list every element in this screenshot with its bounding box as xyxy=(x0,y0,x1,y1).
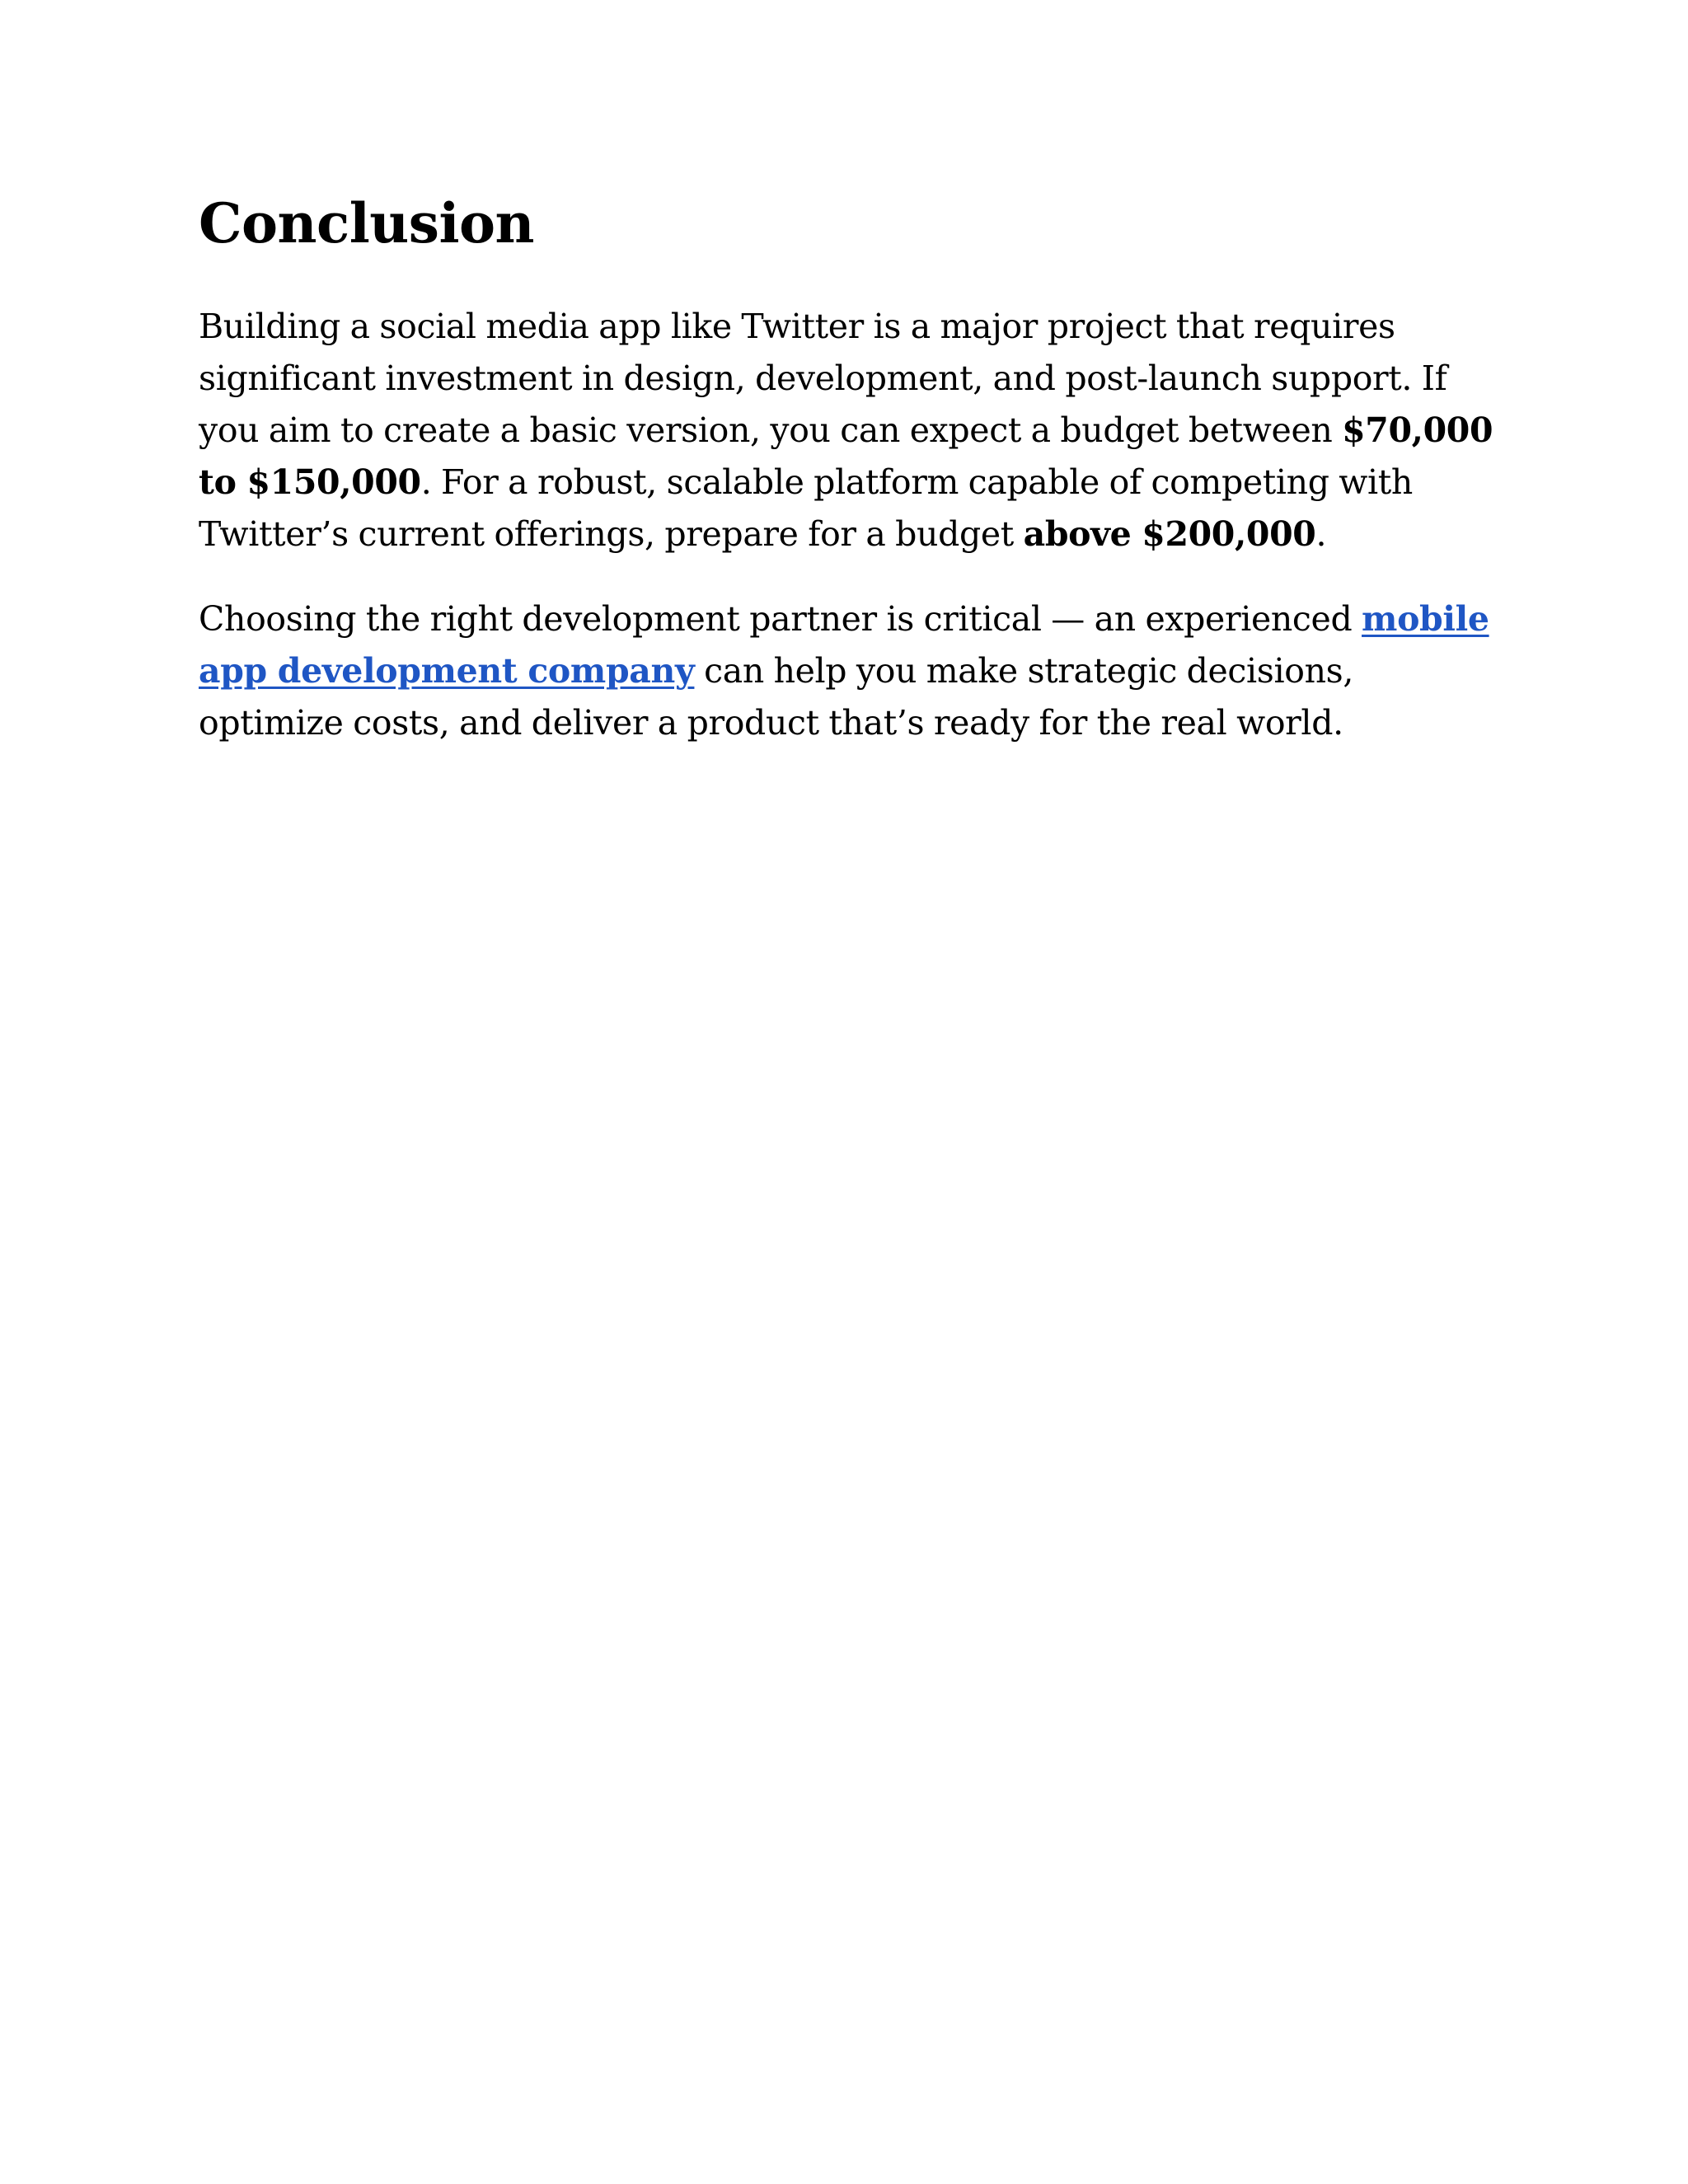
budget-robust-range: above $200,000 xyxy=(1023,513,1316,554)
section-heading: Conclusion xyxy=(199,191,535,255)
paragraph-budget xyxy=(199,301,1505,560)
paragraph-text: Building a social media app like Twitter is a major project that requires significant investment in design, development, and post-launch support. If you aim to create a basic version, you can expect a budget between xyxy=(199,306,1447,450)
paragraph-text: can help you make strategic decisions, optimize costs, and deliver a product that’s ready for the real world. xyxy=(199,650,1354,743)
mobile-app-development-company-link[interactable]: mobile app development company xyxy=(199,598,1489,691)
document-content xyxy=(199,190,1505,782)
paragraph-text: . xyxy=(1315,513,1327,554)
paragraph-partner xyxy=(199,593,1505,749)
paragraph-text: Choosing the right development partner is critical — an experienced xyxy=(199,598,1362,639)
paragraph-text: . For a robust, scalable platform capable of competing with Twitter’s current offerings, prepare for a budget xyxy=(199,462,1413,554)
budget-basic-range: $70,000 to $150,000 xyxy=(199,410,1493,502)
